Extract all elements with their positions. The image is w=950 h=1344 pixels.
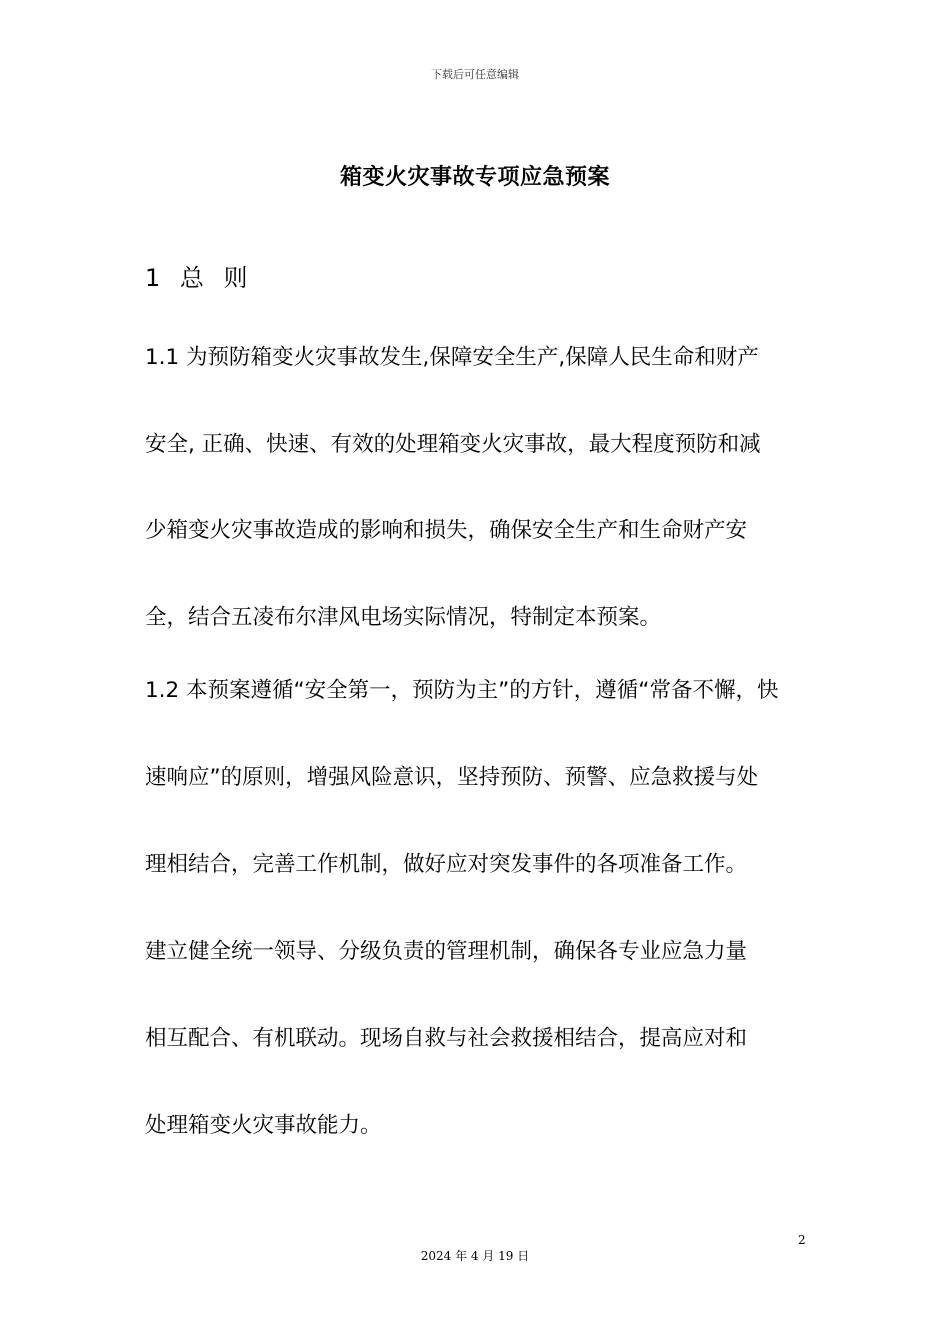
body-line-4: 全，结合五凌布尔津风电场实际情况，特制定本预案。 <box>145 605 662 630</box>
body-line-1: 1.1 为预防箱变火灾事故发生,保障安全生产,保障人民生命和财产 <box>145 345 759 370</box>
body-line-5: 1.2 本预案遵循“安全第一，预防为主”的方针，遵循“常备不懈，快 <box>145 678 779 703</box>
body-line-9: 相互配合、有机联动。现场自救与社会救援相结合，提高应对和 <box>145 1026 748 1051</box>
page-number: 2 <box>798 1233 806 1247</box>
page-header: 下载后可任意编辑 <box>431 68 519 81</box>
body-line-7: 理相结合，完善工作机制，做好应对突发事件的各项准备工作。 <box>145 852 748 877</box>
body-line-6: 速响应”的原则，增强风险意识，坚持预防、预警、应急救援与处 <box>145 765 759 790</box>
body-line-3: 少箱变火灾事故造成的影响和损失，确保安全生产和生命财产安 <box>145 518 748 543</box>
section-heading: 1 总 则 <box>145 264 254 292</box>
document-title: 箱变火灾事故专项应急预案 <box>339 165 610 190</box>
body-line-8: 建立健全统一领导、分级负责的管理机制，确保各专业应急力量 <box>145 939 748 964</box>
body-line-10: 处理箱变火灾事故能力。 <box>145 1113 382 1138</box>
footer-date: 2024 年 4 月 19 日 <box>420 1249 530 1263</box>
body-line-2: 安全, 正确、快速、有效的处理箱变火灾事故，最大程度预防和减 <box>145 432 761 457</box>
